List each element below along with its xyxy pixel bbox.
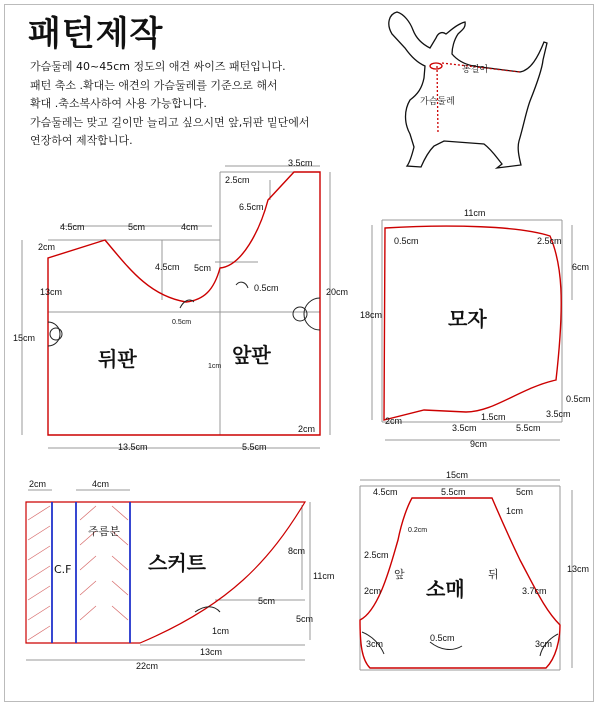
dim-11cm: 11cm — [464, 208, 486, 218]
skirt-label: 스커트 — [148, 551, 206, 575]
intro-line: 가슴둘레는 맞고 길이만 늘리고 싶으시면 앞,뒤판 밑단에서 — [30, 115, 310, 129]
dim-4cm: 4cm — [181, 222, 199, 232]
dim-3.5cm-b: 3.5cm — [452, 423, 477, 433]
dim-22cm: 22cm — [136, 661, 159, 671]
dim-6.5cm: 6.5cm — [239, 202, 264, 212]
dim-5.5cm: 5.5cm — [516, 423, 541, 433]
dim-6cm: 6cm — [572, 262, 590, 272]
intro-line: 확대 .축소복사하여 사용 가능합니다. — [30, 97, 207, 110]
dim-5cm-b: 5cm — [194, 263, 212, 273]
page-title: 패턴제작 — [28, 14, 164, 54]
dim-0.5cm-b: 0.5cm — [172, 319, 192, 326]
dim-3.7cm: 3.7cm — [522, 586, 547, 596]
intro-line: 패턴 축소 .확대는 애견의 가슴둘레를 기준으로 해서 — [30, 78, 278, 92]
dim-0.5cm: 0.5cm — [394, 236, 419, 246]
dim-13cm: 13cm — [200, 647, 223, 657]
dim-15cm: 15cm — [446, 470, 469, 480]
dim-1cm: 1cm — [506, 506, 524, 516]
dim-2.5cm: 2.5cm — [364, 550, 389, 560]
dim-2.5cm: 2.5cm — [225, 175, 250, 185]
dim-1cm: 1cm — [208, 363, 222, 370]
sleeve-label: 소매 — [426, 577, 465, 601]
neck-ring — [430, 63, 442, 69]
dim-2cm: 2cm — [364, 586, 382, 596]
dim-1.5cm: 1.5cm — [481, 412, 506, 422]
dim-2cm-b: 2cm — [298, 424, 316, 434]
dim-9cm: 9cm — [470, 439, 488, 449]
dim-4.5cm-b: 4.5cm — [155, 262, 180, 272]
dim-4.5cm: 4.5cm — [373, 487, 398, 497]
sleeve-front-label: 앞 — [394, 568, 405, 581]
dim-5cm-b: 5cm — [296, 614, 314, 624]
dog-chest-label: 가슴둘레 — [420, 96, 455, 106]
intro-line: 가슴둘레 40~45cm 정도의 애견 싸이즈 패턴입니다. — [30, 60, 286, 73]
dim-15cm: 15cm — [13, 333, 36, 343]
intro-line: 연장하여 제작합니다. — [30, 134, 133, 147]
dim-5.5cm: 5.5cm — [441, 487, 466, 497]
dim-5.5cm: 5.5cm — [242, 442, 267, 452]
dim-2cm: 2cm — [29, 479, 47, 489]
dim-18cm: 18cm — [360, 310, 383, 320]
body-pattern — [13, 158, 348, 452]
dog-neck-label: 동길이 — [462, 64, 489, 74]
skirt-pattern — [26, 479, 334, 671]
dim-3.5cm: 3.5cm — [288, 158, 313, 168]
dim-2cm: 2cm — [385, 416, 403, 426]
dim-2cm: 2cm — [38, 242, 56, 252]
dim-5cm: 5cm — [128, 222, 146, 232]
dim-0.2cm: 0.2cm — [408, 527, 428, 534]
dim-4cm: 4cm — [92, 479, 110, 489]
dim-13cm: 13cm — [40, 287, 63, 297]
dog-outline — [389, 12, 547, 168]
dim-3cm: 3cm — [366, 639, 384, 649]
sleeve-pattern — [360, 470, 589, 670]
dim-5cm: 5cm — [258, 596, 276, 606]
dim-3.5cm: 3.5cm — [546, 409, 571, 419]
dim-20cm: 20cm — [326, 287, 349, 297]
dim-11cm: 11cm — [313, 571, 335, 581]
dim-0.5cm: 0.5cm — [430, 633, 455, 643]
hat-pattern — [360, 208, 591, 449]
dim-5cm: 5cm — [516, 487, 534, 497]
dim-2.5cm: 2.5cm — [537, 236, 562, 246]
dim-0.5cm-b: 0.5cm — [566, 394, 591, 404]
dim-13.5cm: 13.5cm — [118, 442, 148, 452]
dog-silhouette — [389, 12, 547, 168]
back-piece-label: 뒤판 — [98, 347, 137, 371]
dim-1cm: 1cm — [212, 626, 230, 636]
front-piece-label: 앞판 — [232, 343, 271, 367]
pleat-label: 주름분 — [88, 525, 120, 538]
dim-13cm: 13cm — [567, 564, 590, 574]
dim-8cm: 8cm — [288, 546, 306, 556]
dim-0.5cm: 0.5cm — [254, 283, 279, 293]
hat-label: 모자 — [448, 307, 487, 331]
sleeve-back-label: 뒤 — [488, 568, 499, 581]
dim-4.5cm: 4.5cm — [60, 222, 85, 232]
center-front-label: C.F — [54, 563, 72, 576]
dim-3cm-b: 3cm — [535, 639, 553, 649]
